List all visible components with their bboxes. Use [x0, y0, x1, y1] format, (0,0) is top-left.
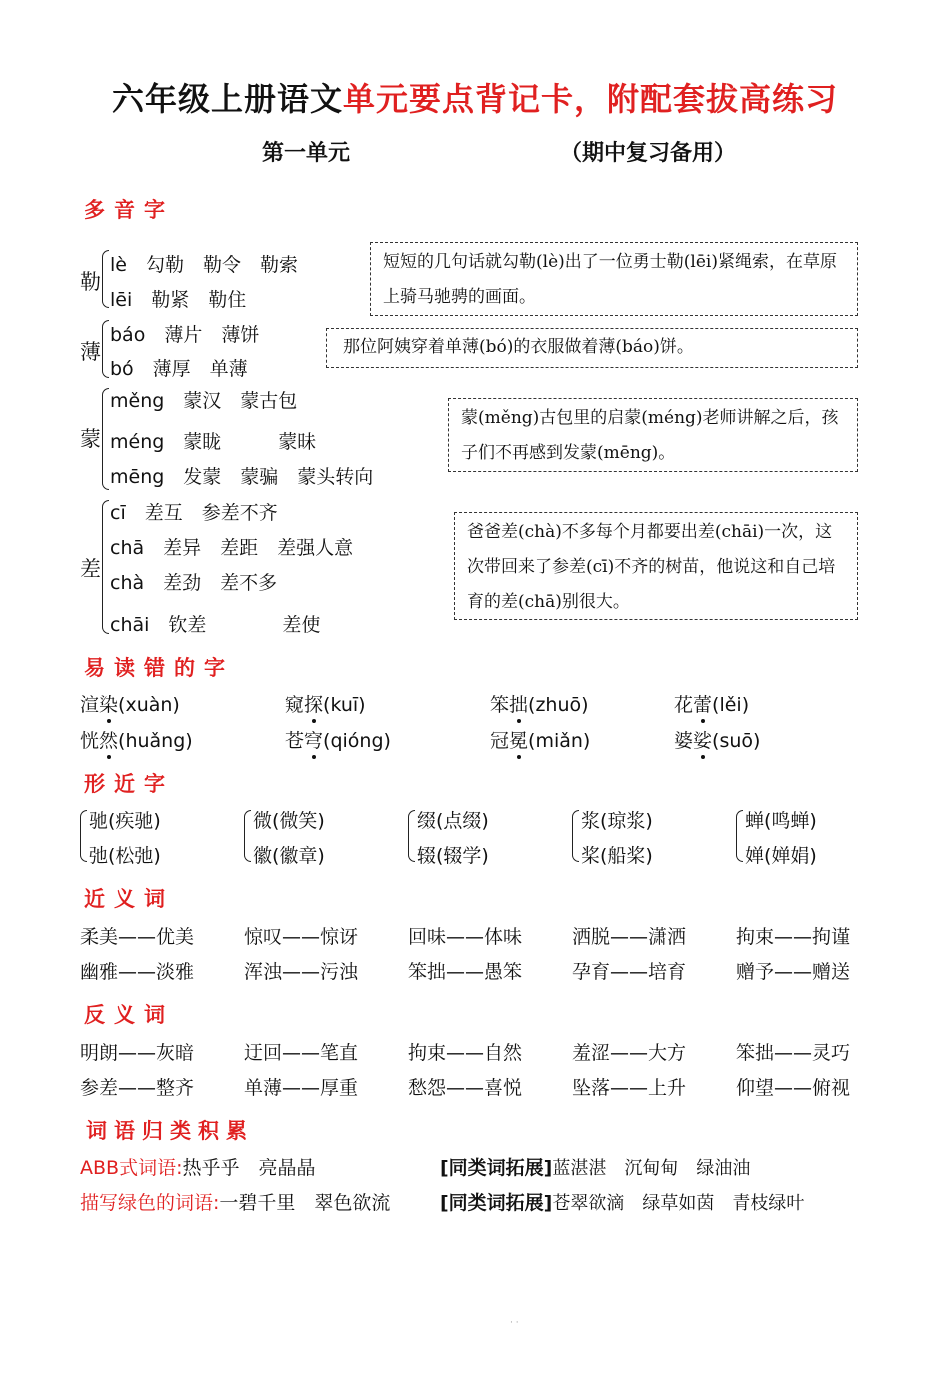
- poly-row: lè 勾勒 勒令 勒索: [110, 254, 298, 276]
- yidu-char-dotted: 娑: [693, 730, 713, 752]
- poly-row: mēng 发蒙 蒙骗 蒙头转向: [110, 466, 374, 488]
- example-box-cha: 爸爸差(chà)不多每个月都要出差(chāi)一次，这次带回来了参差(cī)不齐的树苗，他说这和自己培育的差(chā)别很大。: [454, 512, 858, 620]
- jinyi-pair: 浑浊——污浊: [244, 961, 359, 983]
- xingjin-word: 微(微笑): [253, 810, 325, 832]
- example-box-meng: 蒙(měng)古包里的启蒙(méng)老师讲解之后，孩子们不再感到发蒙(mēng)。: [448, 398, 858, 472]
- yidu-item: [674, 690, 749, 717]
- yidu-item: [80, 690, 180, 717]
- section-yidu: 易读错的字: [84, 655, 234, 680]
- yidu-pinyin: (suō): [712, 730, 761, 752]
- yidu-pinyin: (xuàn): [118, 694, 180, 716]
- abb-ext-words: 蓝湛湛 沉甸甸 绿油油: [552, 1158, 751, 1179]
- xingjin-word: 婵(婵娟): [745, 845, 817, 867]
- jinyi-pair: 洒脱——潇洒: [572, 926, 687, 948]
- poly-row: bó 薄厚 单薄: [110, 358, 248, 380]
- xingjin-brace: [736, 810, 743, 862]
- jinyi-pair: 赠予——赠送: [736, 961, 851, 983]
- poly-char-le: 勒: [80, 270, 101, 294]
- fanyi-pair: 仰望——俯视: [736, 1077, 851, 1099]
- poly-row: báo 薄片 薄饼: [110, 324, 260, 346]
- abb-row: [80, 1153, 315, 1180]
- yidu-pinyin: (zhuō): [528, 694, 589, 716]
- brace-le: [102, 250, 109, 308]
- yidu-item: [490, 726, 590, 753]
- poly-row: chā 差异 差距 差强人意: [110, 537, 354, 559]
- yidu-item: [80, 726, 193, 753]
- yidu-char: 苍: [285, 730, 305, 752]
- section-jinyi: 近义词: [84, 886, 174, 911]
- poly-char-bao: 薄: [80, 340, 101, 364]
- abb-label: ABB式词语:: [80, 1157, 183, 1179]
- title-black: 六年级上册语文: [111, 80, 343, 118]
- yidu-char: 冠: [490, 730, 510, 752]
- jinyi-pair: 拘束——拘谨: [736, 926, 851, 948]
- fanyi-pair: 坠落——上升: [572, 1077, 687, 1099]
- ext-label: [同类词拓展]: [440, 1192, 553, 1214]
- fanyi-pair: 拘束——自然: [408, 1042, 523, 1064]
- xingjin-word: 驰(疾驰): [89, 810, 161, 832]
- yidu-char-dotted: 然: [99, 730, 119, 752]
- yidu-char: 花: [674, 694, 694, 716]
- yidu-item: [490, 690, 589, 717]
- fanyi-pair: 羞涩——大方: [572, 1042, 687, 1064]
- yidu-char-dotted: 穹: [304, 730, 324, 752]
- abb-words: 热乎乎 亮晶晶: [182, 1157, 316, 1179]
- green-ext-words: 苍翠欲滴 绿草如茵 青枝绿叶: [552, 1193, 805, 1214]
- green-words: 一碧千里 翠色欲流: [219, 1192, 391, 1214]
- yidu-item: [285, 726, 391, 753]
- yidu-char-dotted: 冕: [509, 730, 529, 752]
- xingjin-brace: [80, 810, 87, 862]
- jinyi-pair: 孕育——培育: [572, 961, 687, 983]
- brace-cha: [102, 500, 109, 634]
- xingjin-word: 桨(船桨): [581, 845, 653, 867]
- unit-heading: 第一单元: [262, 140, 351, 166]
- yidu-char: 渲: [80, 694, 100, 716]
- poly-row: lēi 勒紧 勒住: [110, 289, 247, 311]
- fanyi-pair: 单薄——厚重: [244, 1077, 359, 1099]
- poly-char-cha: 差: [80, 557, 101, 581]
- poly-char-meng: 蒙: [80, 427, 101, 451]
- fanyi-pair: 愁怨——喜悦: [408, 1077, 523, 1099]
- ext-label: [同类词拓展]: [440, 1157, 553, 1179]
- green-row: [80, 1188, 390, 1215]
- yidu-pinyin: (kuī): [323, 694, 366, 716]
- yidu-char-dotted: 染: [99, 694, 119, 716]
- poly-row: chāi 钦差 差使: [110, 614, 321, 636]
- yidu-char-dotted: 探: [304, 694, 324, 716]
- footer-mark: · ·: [510, 1318, 519, 1328]
- brace-meng: [102, 388, 109, 490]
- poly-row: méng 蒙眬 蒙昧: [110, 431, 317, 453]
- yidu-char-dotted: 拙: [509, 694, 529, 716]
- green-ext-row: [440, 1188, 804, 1215]
- page-title: [0, 74, 950, 120]
- yidu-char-dotted: 蕾: [693, 694, 713, 716]
- xingjin-word: 弛(松弛): [89, 845, 161, 867]
- yidu-pinyin: (lěi): [712, 694, 750, 716]
- fanyi-pair: 迂回——笔直: [244, 1042, 359, 1064]
- xingjin-word: 徽(徽章): [253, 845, 325, 867]
- xingjin-word: 缀(点缀): [417, 810, 489, 832]
- yidu-item: [674, 726, 760, 753]
- title-red: 单元要点背记卡，附配套拔高练习: [343, 80, 839, 118]
- yidu-pinyin: (qióng): [323, 730, 391, 752]
- brace-bao: [102, 320, 109, 378]
- example-box-le: 短短的几句话就勾勒(lè)出了一位勇士勒(lēi)紧绳索，在草原上骑马驰骋的画面。: [370, 242, 858, 316]
- poly-row: chà 差劲 差不多: [110, 572, 278, 594]
- xingjin-brace: [572, 810, 579, 862]
- jinyi-pair: 惊叹——惊讶: [244, 926, 359, 948]
- abb-ext-row: [440, 1153, 750, 1180]
- yidu-pinyin: (miǎn): [528, 730, 591, 752]
- section-duoyin: 多音字: [84, 197, 174, 222]
- fanyi-pair: 笨拙——灵巧: [736, 1042, 851, 1064]
- xingjin-word: 浆(琼浆): [581, 810, 653, 832]
- xingjin-brace: [244, 810, 251, 862]
- xingjin-brace: [408, 810, 415, 862]
- green-label: 描写绿色的词语:: [80, 1192, 220, 1214]
- jinyi-pair: 回味——体味: [408, 926, 523, 948]
- jinyi-pair: 幽雅——淡雅: [80, 961, 195, 983]
- yidu-item: [285, 690, 366, 717]
- section-guilei: 词语归类积累: [86, 1118, 254, 1143]
- yidu-char: 笨: [490, 694, 510, 716]
- fanyi-pair: 参差——整齐: [80, 1077, 195, 1099]
- section-xingjin: 形近字: [84, 771, 174, 796]
- poly-row: cī 差互 参差不齐: [110, 502, 278, 524]
- fanyi-pair: 明朗——灰暗: [80, 1042, 195, 1064]
- xingjin-word: 辍(辍学): [417, 845, 489, 867]
- unit-note: （期中复习备用）: [560, 140, 737, 166]
- example-box-bao: 那位阿姨穿着单薄(bó)的衣服做着薄(báo)饼。: [326, 328, 858, 368]
- yidu-char: 恍: [80, 730, 100, 752]
- poly-row: měng 蒙汉 蒙古包: [110, 390, 298, 412]
- jinyi-pair: 笨拙——愚笨: [408, 961, 523, 983]
- yidu-char: 窥: [285, 694, 305, 716]
- xingjin-word: 蝉(鸣蝉): [745, 810, 817, 832]
- yidu-pinyin: (huǎng): [118, 730, 193, 752]
- yidu-char: 婆: [674, 730, 694, 752]
- jinyi-pair: 柔美——优美: [80, 926, 195, 948]
- section-fanyi: 反义词: [84, 1002, 174, 1027]
